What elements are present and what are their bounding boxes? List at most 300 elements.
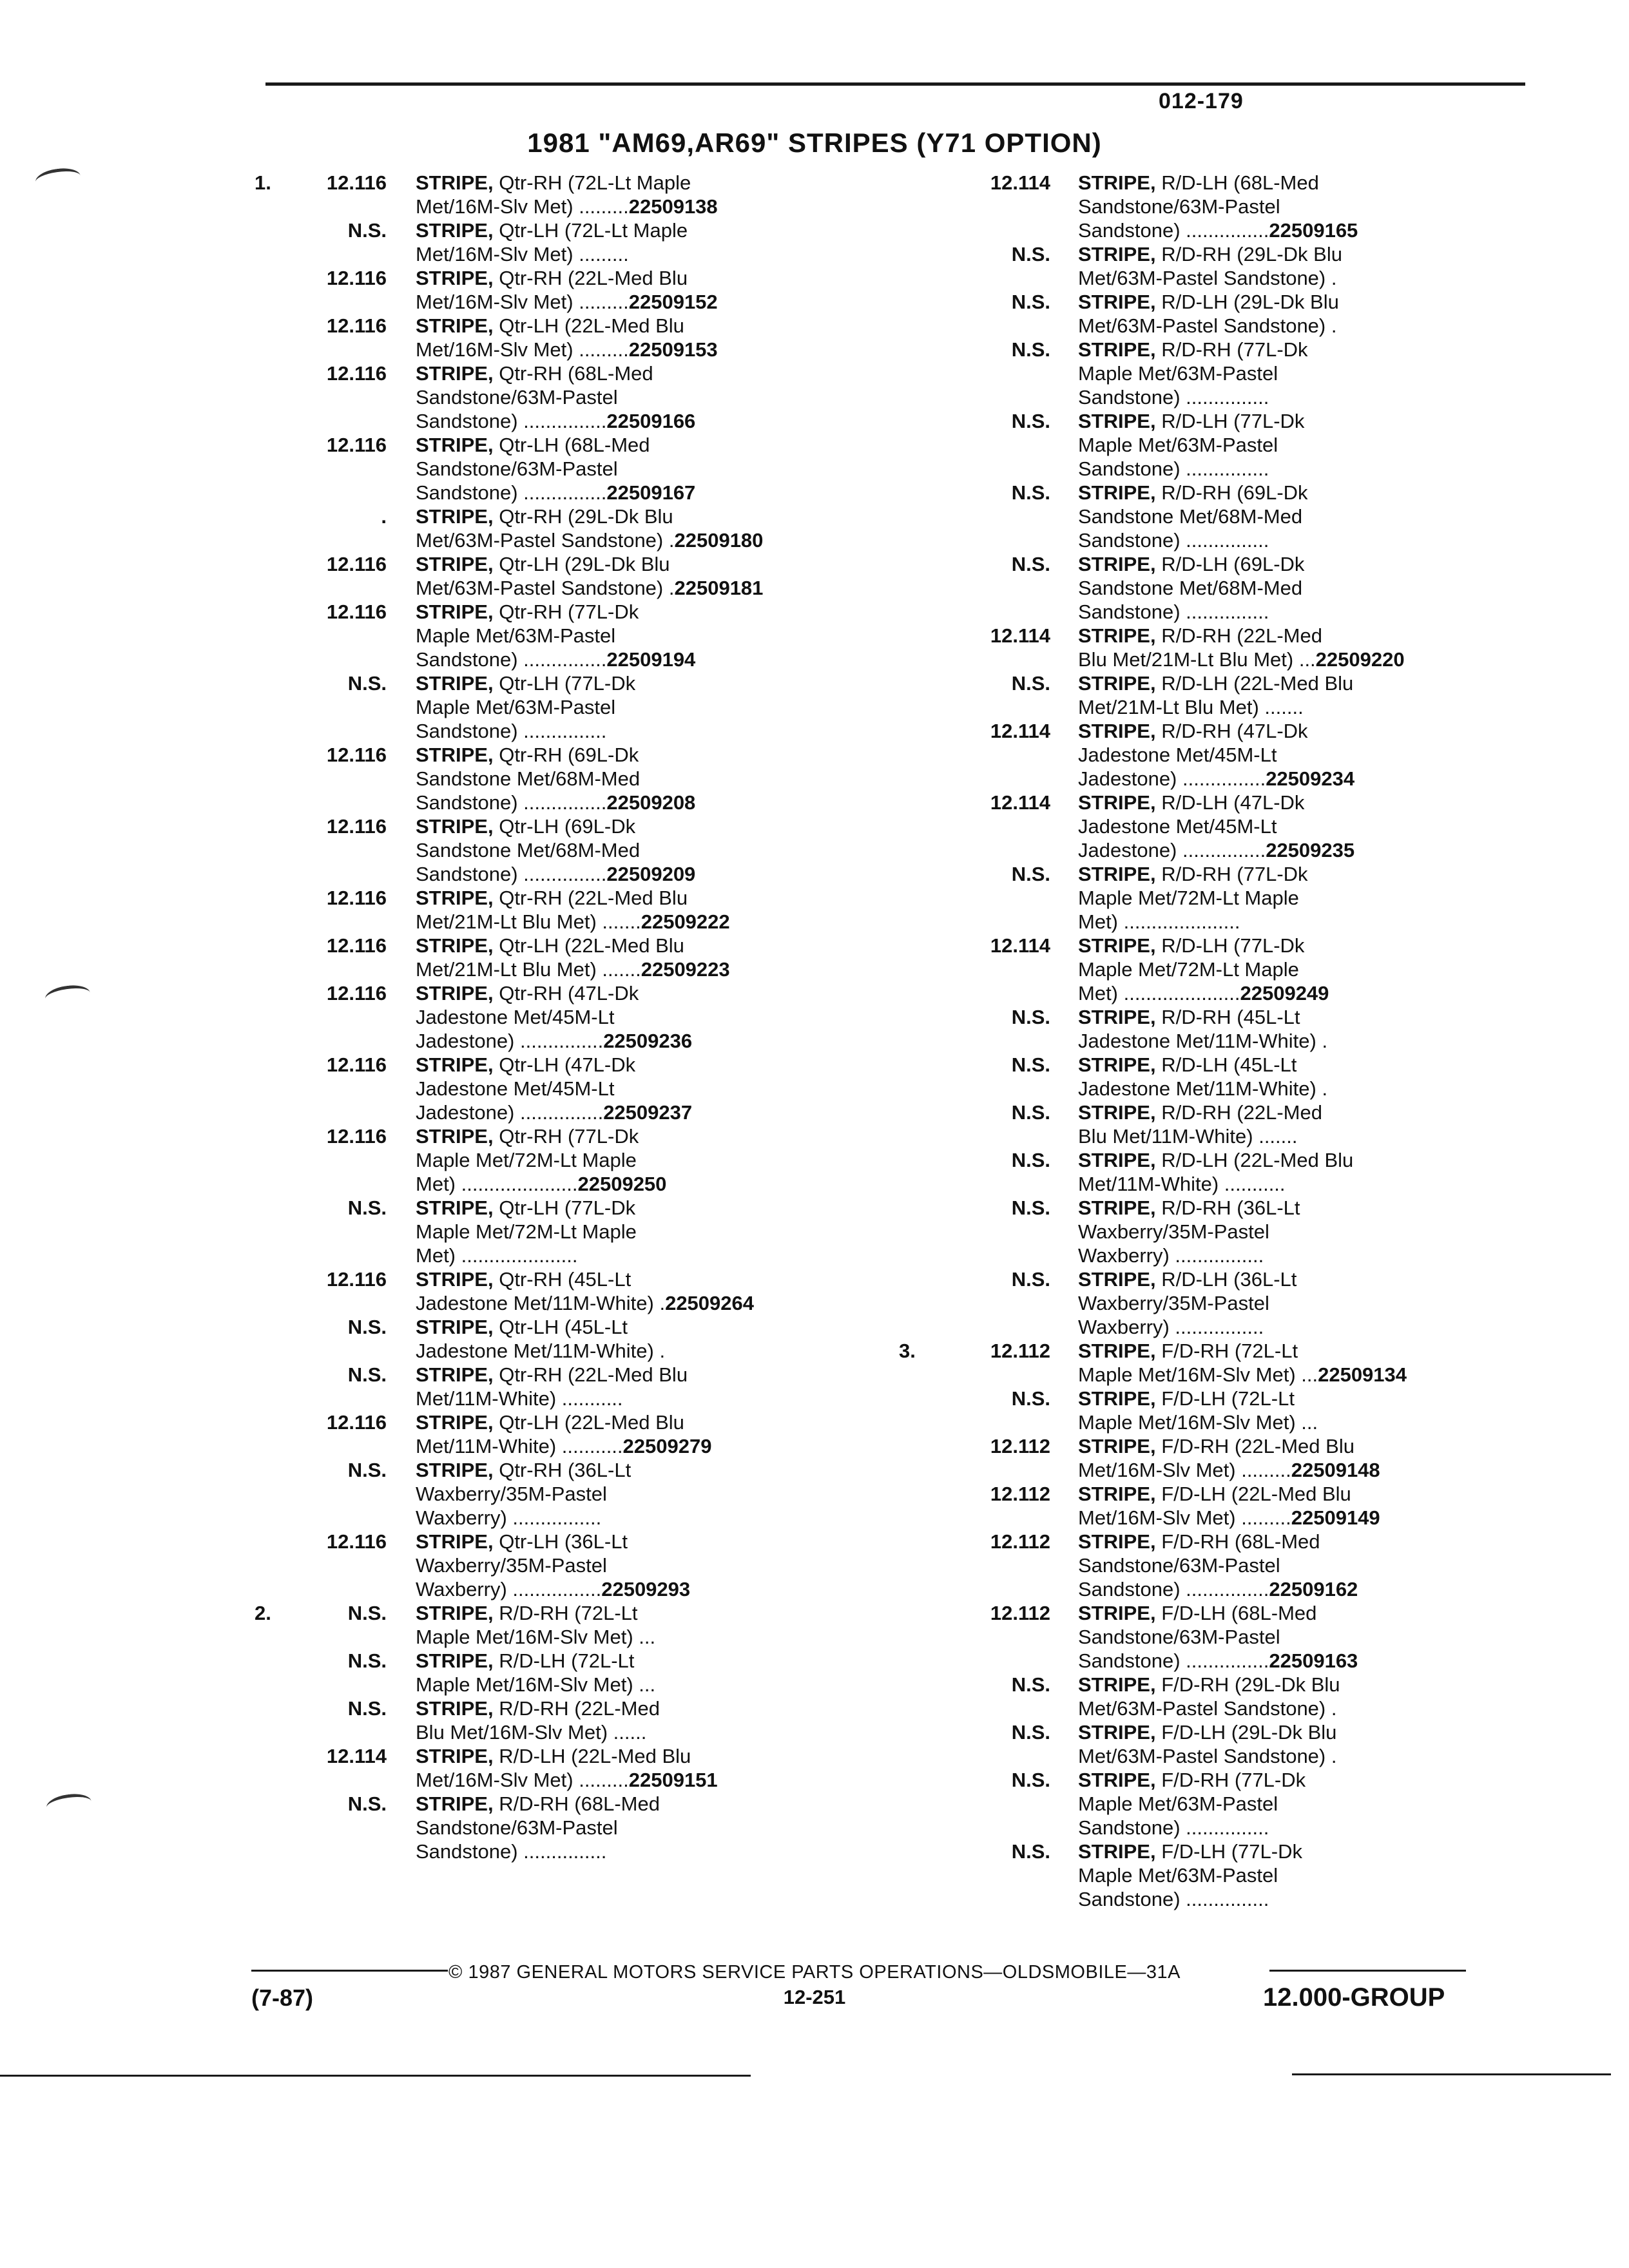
binder-hole-mark (44, 983, 92, 1008)
description-line: Met/11M-White) ........... (1078, 1173, 1286, 1195)
part-description (1078, 290, 1529, 338)
description-line: STRIPE, Qtr-LH (22L-Med Blu (416, 934, 684, 957)
parts-list-entry (899, 1434, 1530, 1482)
description-line: STRIPE, Qtr-RH (69L-Dk (416, 744, 639, 766)
footer-page-number: 12-251 (783, 1986, 846, 2008)
group-number: 12.114 (990, 934, 1050, 957)
description-line: Sandstone) ...............22509208 (416, 791, 696, 814)
description-line: Jadestone Met/11M-White) . (1078, 1077, 1328, 1100)
group-number: 12.116 (326, 171, 387, 194)
part-description (416, 218, 867, 266)
group-number: N.S. (347, 1602, 387, 1624)
description-line: Met) .....................22509250 (416, 1173, 667, 1195)
group-number: N.S. (1011, 243, 1050, 265)
top-rule (265, 82, 1525, 86)
description-line: Maple Met/63M-Pastel (1078, 1792, 1278, 1815)
part-description (1078, 1196, 1529, 1267)
description-line: Waxberry/35M-Pastel (416, 1483, 607, 1505)
description-line: Sandstone) ...............22509194 (416, 648, 696, 671)
part-description (416, 1744, 867, 1792)
footer-copyright: © 1987 GENERAL MOTORS SERVICE PARTS OPERATIONS—OLDSMOBILE—31A (448, 1962, 1181, 1983)
description-line: Sandstone) ............... (1078, 1888, 1269, 1910)
parts-list-entry (255, 1124, 873, 1196)
part-description (416, 361, 867, 433)
description-line: STRIPE, Qtr-RH (72L-Lt Maple (416, 171, 691, 194)
parts-list-entry (255, 218, 873, 266)
description-line: STRIPE, R/D-RH (22L-Med (1078, 624, 1322, 647)
parts-list-entry (899, 552, 1530, 624)
group-number: 12.112 (990, 1340, 1050, 1362)
parts-list-entry (899, 719, 1530, 791)
description-line: Met/21M-Lt Blu Met) .......22509223 (416, 958, 730, 981)
description-line: Sandstone/63M-Pastel (1078, 1554, 1280, 1577)
part-description (416, 934, 867, 981)
description-line: STRIPE, F/D-LH (72L-Lt (1078, 1387, 1295, 1410)
parts-list-entry (255, 1696, 873, 1744)
illustration-index: 2. (255, 1602, 271, 1624)
parts-list-entry (255, 314, 873, 361)
part-description (1078, 671, 1529, 719)
part-description (416, 671, 867, 743)
description-line: STRIPE, R/D-RH (36L-Lt (1078, 1196, 1300, 1219)
parts-list-right-column (899, 171, 1530, 1911)
description-line: Met/16M-Slv Met) .........22509153 (416, 338, 718, 361)
parts-list-entry (899, 338, 1530, 409)
description-line: STRIPE, F/D-RH (72L-Lt (1078, 1340, 1298, 1362)
part-description (416, 1267, 867, 1315)
parts-list-entry (255, 1458, 873, 1530)
part-description (1078, 1720, 1529, 1768)
parts-list-entry (899, 1530, 1530, 1601)
description-line: Maple Met/16M-Slv Met) ...22509134 (1078, 1363, 1407, 1386)
description-line: STRIPE, Qtr-RH (77L-Dk (416, 1125, 639, 1148)
part-description (1078, 791, 1529, 862)
description-line: Sandstone) ...............22509165 (1078, 219, 1358, 242)
description-line: STRIPE, Qtr-LH (45L-Lt (416, 1316, 628, 1338)
description-line: Met/63M-Pastel Sandstone) . (1078, 314, 1337, 337)
description-line: Met/21M-Lt Blu Met) ....... (1078, 696, 1304, 718)
part-description (1078, 1434, 1529, 1482)
parts-list-entry (255, 1744, 873, 1792)
group-number: 12.116 (326, 815, 387, 838)
parts-list-entry (899, 1601, 1530, 1673)
description-line: STRIPE, Qtr-RH (45L-Lt (416, 1268, 631, 1291)
parts-list-entry (899, 1100, 1530, 1148)
parts-list-entry (899, 1339, 1530, 1387)
parts-list-entry (255, 552, 873, 600)
description-line: STRIPE, Qtr-LH (72L-Lt Maple (416, 219, 688, 242)
part-description (1078, 719, 1529, 791)
description-line: Sandstone) ............... (1078, 529, 1269, 552)
group-number: N.S. (1011, 1673, 1050, 1696)
parts-list-entry (899, 1387, 1530, 1434)
part-description (416, 1792, 867, 1863)
group-number: N.S. (347, 1459, 387, 1481)
parts-list-entry (255, 1196, 873, 1267)
description-line: Jadestone Met/45M-Lt (416, 1006, 615, 1028)
parts-list-entry (255, 814, 873, 886)
description-line: STRIPE, R/D-LH (45L-Lt (1078, 1053, 1297, 1076)
description-line: Waxberry/35M-Pastel (1078, 1220, 1269, 1243)
group-number: 12.116 (326, 362, 387, 385)
description-line: Blu Met/11M-White) ....... (1078, 1125, 1298, 1148)
group-number: N.S. (347, 1363, 387, 1386)
parts-list-entry (255, 981, 873, 1053)
group-number: 12.116 (326, 1411, 387, 1434)
description-line: Sandstone) ...............22509167 (416, 481, 696, 504)
group-number: 12.116 (326, 314, 387, 337)
parts-list-entry (899, 1720, 1530, 1768)
part-description (1078, 624, 1529, 671)
group-number: 12.116 (326, 887, 387, 909)
description-line: STRIPE, F/D-RH (22L-Med Blu (1078, 1435, 1354, 1457)
part-description (1078, 338, 1529, 409)
group-number: N.S. (1011, 1387, 1050, 1410)
description-line: Maple Met/72M-Lt Maple (416, 1220, 637, 1243)
group-number: N.S. (1011, 1268, 1050, 1291)
group-number: N.S. (347, 219, 387, 242)
part-description (416, 1124, 867, 1196)
parts-list-entry (255, 1315, 873, 1363)
description-line: Sandstone Met/68M-Med (1078, 577, 1303, 599)
description-line: Sandstone) ............... (416, 1840, 607, 1863)
description-line: STRIPE, R/D-LH (22L-Med Blu (1078, 1149, 1354, 1171)
group-number: 12.116 (326, 553, 387, 575)
description-line: STRIPE, Qtr-RH (47L-Dk (416, 982, 639, 1004)
parts-list-entry (899, 1267, 1530, 1339)
description-line: STRIPE, R/D-RH (47L-Dk (1078, 720, 1308, 742)
description-line: Met/63M-Pastel Sandstone) . (1078, 1745, 1337, 1767)
illustration-index: 3. (899, 1340, 916, 1362)
parts-list-entry (255, 743, 873, 814)
group-number: 12.116 (326, 434, 387, 456)
description-line: STRIPE, F/D-LH (77L-Dk (1078, 1840, 1302, 1863)
description-line: STRIPE, Qtr-RH (29L-Dk Blu (416, 505, 673, 528)
parts-list-entry (255, 361, 873, 433)
description-line: Maple Met/16M-Slv Met) ... (416, 1673, 656, 1696)
group-number: 12.116 (326, 934, 387, 957)
parts-list-entry (899, 1148, 1530, 1196)
part-description (416, 433, 867, 505)
group-number: N.S. (347, 1792, 387, 1815)
description-line: STRIPE, R/D-LH (22L-Med Blu (1078, 672, 1354, 695)
description-line: Met/11M-White) ...........22509279 (416, 1435, 712, 1457)
part-description (1078, 1601, 1529, 1673)
parts-list-entry (255, 505, 873, 552)
description-line: Maple Met/72M-Lt Maple (1078, 958, 1299, 981)
description-line: STRIPE, R/D-LH (47L-Dk (1078, 791, 1305, 814)
part-description (1078, 1482, 1529, 1530)
description-line: Blu Met/16M-Slv Met) ...... (416, 1721, 647, 1744)
parts-list-entry (255, 1792, 873, 1863)
description-line: Jadestone Met/45M-Lt (1078, 744, 1277, 766)
group-number: 12.116 (326, 982, 387, 1004)
description-line: Maple Met/63M-Pastel (416, 624, 616, 647)
description-line: Waxberry) ................22509293 (416, 1578, 691, 1600)
group-number: N.S. (1011, 863, 1050, 885)
part-description (416, 981, 867, 1053)
description-line: STRIPE, Qtr-LH (68L-Med (416, 434, 650, 456)
group-number: N.S. (347, 672, 387, 695)
parts-list-entry (255, 171, 873, 218)
description-line: Sandstone Met/68M-Med (416, 839, 641, 861)
group-number: N.S. (1011, 1006, 1050, 1028)
group-number: 12.116 (326, 601, 387, 623)
description-line: STRIPE, R/D-RH (22L-Med (1078, 1101, 1322, 1124)
description-line: Sandstone) ...............22509166 (416, 410, 696, 432)
description-line: STRIPE, Qtr-LH (22L-Med Blu (416, 314, 684, 337)
description-line: STRIPE, R/D-RH (69L-Dk (1078, 481, 1308, 504)
description-line: Maple Met/63M-Pastel (1078, 1864, 1278, 1887)
description-line: Waxberry) ................ (416, 1506, 602, 1529)
group-number: N.S. (347, 1316, 387, 1338)
group-number: 12.114 (990, 720, 1050, 742)
description-line: Met/16M-Slv Met) .........22509138 (416, 195, 718, 218)
illustration-index: 1. (255, 171, 271, 194)
group-number: N.S. (1011, 338, 1050, 361)
parts-list-entry (255, 934, 873, 981)
parts-list-entry (255, 1649, 873, 1696)
group-number: N.S. (1011, 1721, 1050, 1744)
part-description (1078, 1673, 1529, 1720)
group-number: 12.112 (990, 1483, 1050, 1505)
description-line: STRIPE, R/D-RH (29L-Dk Blu (1078, 243, 1342, 265)
part-description (1078, 1840, 1529, 1911)
part-description (416, 1315, 867, 1363)
description-line: STRIPE, Qtr-RH (22L-Med Blu (416, 887, 688, 909)
part-description (1078, 171, 1529, 242)
parts-list-entry (899, 290, 1530, 338)
description-line: Waxberry/35M-Pastel (416, 1554, 607, 1577)
part-description (416, 1601, 867, 1649)
description-line: Maple Met/16M-Slv Met) ... (1078, 1411, 1318, 1434)
description-line: Jadestone) ...............22509234 (1078, 767, 1355, 790)
description-line: STRIPE, R/D-LH (77L-Dk (1078, 410, 1305, 432)
parts-list-entry (255, 1053, 873, 1124)
description-line: STRIPE, R/D-RH (22L-Med (416, 1697, 660, 1720)
description-line: STRIPE, Qtr-RH (77L-Dk (416, 601, 639, 623)
bottom-rule-right (1292, 2073, 1611, 2075)
part-description (1078, 1148, 1529, 1196)
parts-list-entry (899, 791, 1530, 862)
description-line: STRIPE, Qtr-LH (47L-Dk (416, 1053, 636, 1076)
parts-list-entry (899, 624, 1530, 671)
parts-list-entry (899, 1053, 1530, 1100)
part-description (416, 171, 867, 218)
description-line: Jadestone Met/45M-Lt (1078, 815, 1277, 838)
parts-list-entry (899, 862, 1530, 934)
parts-list-entry (899, 1196, 1530, 1267)
part-description (416, 1530, 867, 1601)
parts-list-entry (255, 886, 873, 934)
description-line: Jadestone Met/45M-Lt (416, 1077, 615, 1100)
parts-list-entry (899, 1482, 1530, 1530)
description-line: Met/16M-Slv Met) ......... (416, 243, 629, 265)
description-line: STRIPE, Qtr-LH (77L-Dk (416, 1196, 636, 1219)
description-line: Maple Met/63M-Pastel (1078, 434, 1278, 456)
group-number: N.S. (347, 1649, 387, 1672)
description-line: Met) .....................22509249 (1078, 982, 1329, 1004)
description-line: STRIPE, Qtr-RH (22L-Med Blu (416, 267, 688, 289)
part-description (416, 314, 867, 361)
description-line: Met) ..................... (416, 1244, 578, 1267)
description-line: Sandstone) ............... (1078, 386, 1269, 408)
description-line: Waxberry) ................ (1078, 1316, 1264, 1338)
description-line: Met/63M-Pastel Sandstone) . (1078, 1697, 1337, 1720)
description-line: STRIPE, Qtr-RH (22L-Med Blu (416, 1363, 688, 1386)
part-description (1078, 1768, 1529, 1840)
group-number: N.S. (1011, 1840, 1050, 1863)
group-number: N.S. (1011, 553, 1050, 575)
group-number: 12.116 (326, 1530, 387, 1553)
part-description (1078, 1339, 1529, 1387)
group-number: N.S. (347, 1196, 387, 1219)
part-description (416, 1196, 867, 1267)
description-line: STRIPE, Qtr-LH (69L-Dk (416, 815, 636, 838)
description-line: Jadestone) ...............22509237 (416, 1101, 693, 1124)
description-line: STRIPE, Qtr-LH (22L-Med Blu (416, 1411, 684, 1434)
description-line: STRIPE, R/D-LH (36L-Lt (1078, 1268, 1297, 1291)
parts-list-entry (255, 1530, 873, 1601)
description-line: STRIPE, F/D-RH (68L-Med (1078, 1530, 1320, 1553)
description-line: Maple Met/72M-Lt Maple (416, 1149, 637, 1171)
part-description (1078, 862, 1529, 934)
group-number: 12.114 (990, 791, 1050, 814)
description-line: Met/21M-Lt Blu Met) .......22509222 (416, 910, 730, 933)
part-description (1078, 1267, 1529, 1339)
part-description (1078, 481, 1529, 552)
description-line: Sandstone Met/68M-Med (416, 767, 641, 790)
group-number: 12.116 (326, 1053, 387, 1076)
parts-list-entry (899, 1768, 1530, 1840)
group-number: N.S. (1011, 1053, 1050, 1076)
description-line: Jadestone Met/11M-White) . (1078, 1030, 1328, 1052)
description-line: Jadestone) ...............22509235 (1078, 839, 1355, 861)
group-number: N.S. (347, 1697, 387, 1720)
group-number: N.S. (1011, 1196, 1050, 1219)
description-line: STRIPE, R/D-RH (77L-Dk (1078, 338, 1308, 361)
part-description (1078, 934, 1529, 1005)
description-line: STRIPE, F/D-LH (29L-Dk Blu (1078, 1721, 1337, 1744)
parts-list-entry (255, 1601, 873, 1649)
group-number: 12.112 (990, 1435, 1050, 1457)
description-line: STRIPE, F/D-RH (29L-Dk Blu (1078, 1673, 1340, 1696)
part-description (416, 1696, 867, 1744)
description-line: Met/16M-Slv Met) .........22509152 (416, 291, 718, 313)
description-line: Sandstone) ............... (416, 720, 607, 742)
description-line: Sandstone/63M-Pastel (416, 1816, 618, 1839)
description-line: Sandstone) ............... (1078, 1816, 1269, 1839)
page-code: 012-179 (1159, 89, 1244, 113)
group-number: 12.112 (990, 1602, 1050, 1624)
group-number: 12.114 (990, 171, 1050, 194)
group-number: . (381, 505, 387, 528)
group-number: N.S. (1011, 291, 1050, 313)
group-number: 12.116 (326, 1125, 387, 1148)
description-line: STRIPE, R/D-LH (72L-Lt (416, 1649, 635, 1672)
part-description (416, 1410, 867, 1458)
description-line: Met/16M-Slv Met) .........22509149 (1078, 1506, 1380, 1529)
description-line: STRIPE, R/D-LH (29L-Dk Blu (1078, 291, 1339, 313)
parts-list-left-column (255, 171, 873, 1863)
description-line: STRIPE, R/D-RH (68L-Med (416, 1792, 660, 1815)
description-line: Met) ..................... (1078, 910, 1240, 933)
description-line: Sandstone) ...............22509209 (416, 863, 696, 885)
part-description (416, 1458, 867, 1530)
parts-list-entry (899, 171, 1530, 242)
description-line: Met/63M-Pastel Sandstone) .22509181 (416, 577, 764, 599)
parts-list-entry (255, 1410, 873, 1458)
description-line: STRIPE, F/D-LH (68L-Med (1078, 1602, 1317, 1624)
description-line: Sandstone) ...............22509163 (1078, 1649, 1358, 1672)
description-line: STRIPE, Qtr-LH (36L-Lt (416, 1530, 628, 1553)
description-line: Sandstone/63M-Pastel (1078, 1626, 1280, 1648)
description-line: Maple Met/72M-Lt Maple (1078, 887, 1299, 909)
group-number: 12.114 (326, 1745, 387, 1767)
part-description (416, 886, 867, 934)
part-description (416, 1649, 867, 1696)
binder-hole-mark (45, 1791, 93, 1817)
description-line: Blu Met/21M-Lt Blu Met) ...22509220 (1078, 648, 1405, 671)
parts-list-entry (899, 1673, 1530, 1720)
description-line: STRIPE, R/D-LH (69L-Dk (1078, 553, 1305, 575)
group-number: N.S. (1011, 410, 1050, 432)
description-line: Maple Met/63M-Pastel (416, 696, 616, 718)
description-line: STRIPE, F/D-RH (77L-Dk (1078, 1769, 1306, 1791)
description-line: Met/16M-Slv Met) .........22509151 (416, 1769, 718, 1791)
page-title: 1981 "AM69,AR69" STRIPES (Y71 OPTION) (527, 128, 1102, 158)
parts-list-entry (899, 481, 1530, 552)
group-number: N.S. (1011, 481, 1050, 504)
description-line: Maple Met/16M-Slv Met) ... (416, 1626, 656, 1648)
description-line: STRIPE, Qtr-RH (36L-Lt (416, 1459, 631, 1481)
description-line: Jadestone Met/11M-White) . (416, 1340, 666, 1362)
part-description (1078, 552, 1529, 624)
part-description (416, 600, 867, 671)
part-description (416, 814, 867, 886)
description-line: STRIPE, F/D-LH (22L-Med Blu (1078, 1483, 1351, 1505)
description-line: Sandstone/63M-Pastel (416, 386, 618, 408)
description-line: STRIPE, Qtr-LH (77L-Dk (416, 672, 636, 695)
part-description (1078, 1387, 1529, 1434)
group-number: 12.112 (990, 1530, 1050, 1553)
part-description (416, 1363, 867, 1410)
description-line: STRIPE, R/D-RH (45L-Lt (1078, 1006, 1300, 1028)
group-number: N.S. (1011, 672, 1050, 695)
parts-list-entry (255, 433, 873, 505)
parts-list-entry (255, 1363, 873, 1410)
parts-list-entry (899, 1005, 1530, 1053)
part-description (1078, 1530, 1529, 1601)
parts-list-entry (255, 1267, 873, 1315)
description-line: Sandstone Met/68M-Med (1078, 505, 1303, 528)
part-description (416, 1053, 867, 1124)
group-number: N.S. (1011, 1149, 1050, 1171)
description-line: Sandstone) ............... (1078, 601, 1269, 623)
description-line: Sandstone) ...............22509162 (1078, 1578, 1358, 1600)
description-line: Sandstone/63M-Pastel (416, 457, 618, 480)
description-line: Met/16M-Slv Met) .........22509148 (1078, 1459, 1380, 1481)
parts-list-entry (899, 934, 1530, 1005)
part-description (1078, 242, 1529, 290)
description-line: STRIPE, R/D-LH (22L-Med Blu (416, 1745, 691, 1767)
footer-date: (7-87) (251, 1984, 314, 2011)
group-number: 12.116 (326, 1268, 387, 1291)
description-line: Met/63M-Pastel Sandstone) .22509180 (416, 529, 764, 552)
description-line: Jadestone) ...............22509236 (416, 1030, 693, 1052)
description-line: STRIPE, R/D-RH (72L-Lt (416, 1602, 638, 1624)
part-description (1078, 1053, 1529, 1100)
